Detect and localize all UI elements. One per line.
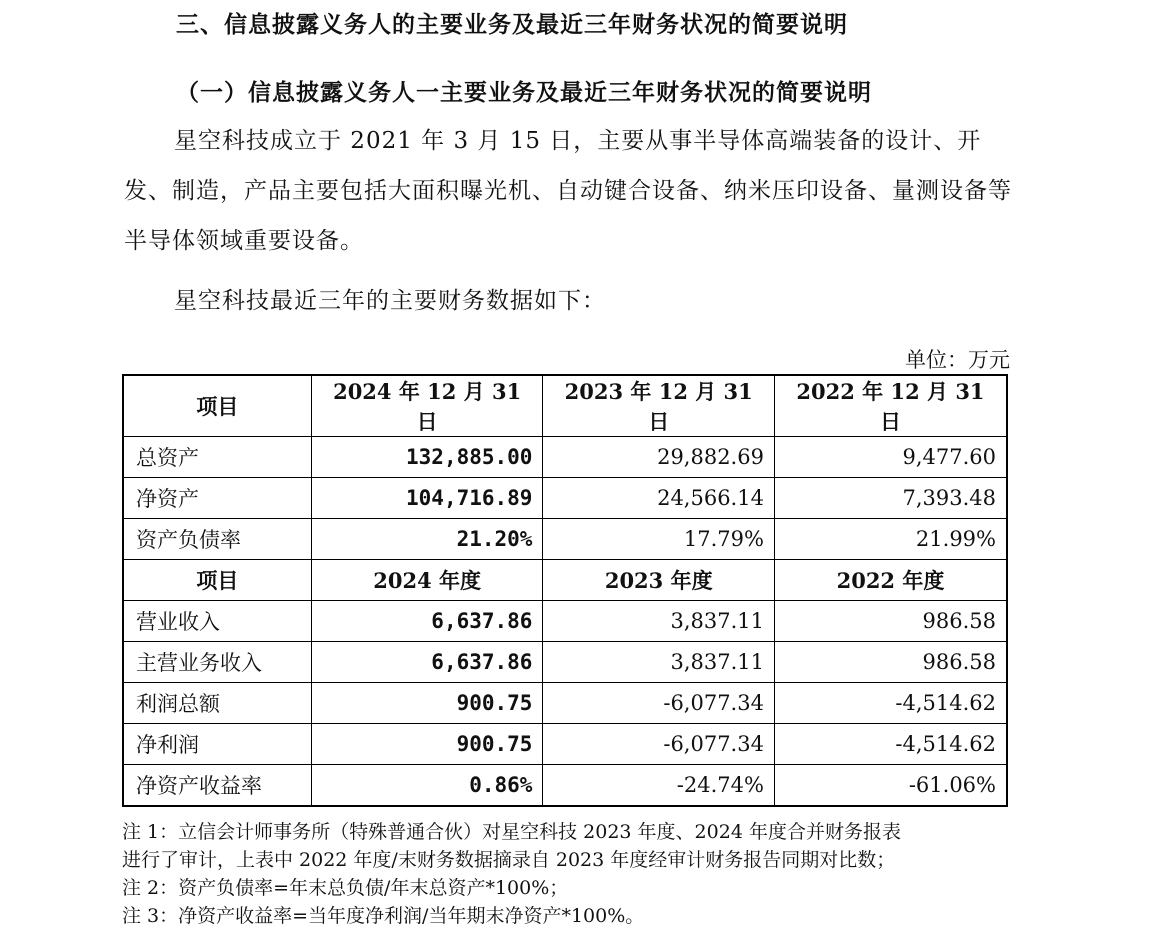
value-2024: 6,637.86 xyxy=(311,642,543,683)
value-2022: 986.58 xyxy=(774,642,1007,683)
header-cell: 项目 xyxy=(123,375,311,437)
value-2023: 3,837.11 xyxy=(543,601,775,642)
table-header-row xyxy=(123,375,1007,437)
table-row xyxy=(123,724,1007,765)
header-cell: 2023 年 12 月 31 日 xyxy=(543,375,775,437)
value-2024: 104,716.89 xyxy=(311,478,543,519)
table-row xyxy=(123,437,1007,478)
value-2024: 132,885.00 xyxy=(311,437,543,478)
value-2022: 21.99% xyxy=(774,519,1007,560)
value-2023: 24,566.14 xyxy=(543,478,775,519)
note-line: 注 1：立信会计师事务所（特殊普通合伙）对星空科技 2023 年度、2024 年度合并财务报表 xyxy=(122,821,901,843)
row-label: 资产负债率 xyxy=(123,519,311,560)
header-cell: 2023 年度 xyxy=(543,560,775,601)
value-2023: 29,882.69 xyxy=(543,437,775,478)
table-row xyxy=(123,519,1007,560)
row-label: 利润总额 xyxy=(123,683,311,724)
section-heading: 三、信息披露义务人的主要业务及最近三年财务状况的简要说明 xyxy=(176,11,848,38)
note-line: 进行了审计，上表中 2022 年度/末财务数据摘录自 2023 年度经审计财务报告同期对比数； xyxy=(122,849,896,871)
intro-paragraph xyxy=(124,116,1024,266)
value-2024: 6,637.86 xyxy=(311,601,543,642)
lead-in-text: 星空科技最近三年的主要财务数据如下： xyxy=(174,288,606,314)
value-2022: 7,393.48 xyxy=(774,478,1007,519)
subsection-heading: （一）信息披露义务人一主要业务及最近三年财务状况的简要说明 xyxy=(176,79,872,106)
value-2022: 986.58 xyxy=(774,601,1007,642)
value-2023: -24.74% xyxy=(543,765,775,806)
value-2024: 900.75 xyxy=(311,724,543,765)
lead-in-paragraph xyxy=(124,276,1024,326)
row-label: 净利润 xyxy=(123,724,311,765)
header-cell: 2024 年度 xyxy=(311,560,543,601)
table-row xyxy=(123,642,1007,683)
header-cell: 2024 年 12 月 31 日 xyxy=(311,375,543,437)
row-label: 主营业务收入 xyxy=(123,642,311,683)
value-2022: -4,514.62 xyxy=(774,724,1007,765)
value-2023: -6,077.34 xyxy=(543,683,775,724)
value-2022: -4,514.62 xyxy=(774,683,1007,724)
header-cell: 项目 xyxy=(123,560,311,601)
intro-text: 星空科技成立于 2021 年 3 月 15 日，主要从事半导体高端装备的设计、开发、制造，产品主要包括大面积曝光机、自动键合设备、纳米压印设备、量测设备等半导体领域重要设备。 xyxy=(124,128,1012,254)
value-2024: 21.20% xyxy=(311,519,543,560)
table-header-row xyxy=(123,560,1007,601)
financial-table xyxy=(122,374,1008,807)
value-2022: -61.06% xyxy=(774,765,1007,806)
table-row xyxy=(123,765,1007,806)
note-line: 注 3：净资产收益率=当年度净利润/当年期末净资产*100%。 xyxy=(122,905,645,927)
value-2024: 900.75 xyxy=(311,683,543,724)
value-2023: 3,837.11 xyxy=(543,642,775,683)
value-2024: 0.86% xyxy=(311,765,543,806)
table-notes xyxy=(122,818,1022,930)
row-label: 净资产收益率 xyxy=(123,765,311,806)
unit-label: 单位：万元 xyxy=(905,348,1010,372)
header-cell: 2022 年 12 月 31 日 xyxy=(774,375,1007,437)
note-line: 注 2：资产负债率=年末总负债/年末总资产*100%； xyxy=(122,877,569,899)
value-2023: -6,077.34 xyxy=(543,724,775,765)
value-2023: 17.79% xyxy=(543,519,775,560)
value-2022: 9,477.60 xyxy=(774,437,1007,478)
row-label: 营业收入 xyxy=(123,601,311,642)
table-row xyxy=(123,478,1007,519)
header-cell: 2022 年度 xyxy=(774,560,1007,601)
table-row xyxy=(123,601,1007,642)
row-label: 总资产 xyxy=(123,437,311,478)
table-row xyxy=(123,683,1007,724)
row-label: 净资产 xyxy=(123,478,311,519)
